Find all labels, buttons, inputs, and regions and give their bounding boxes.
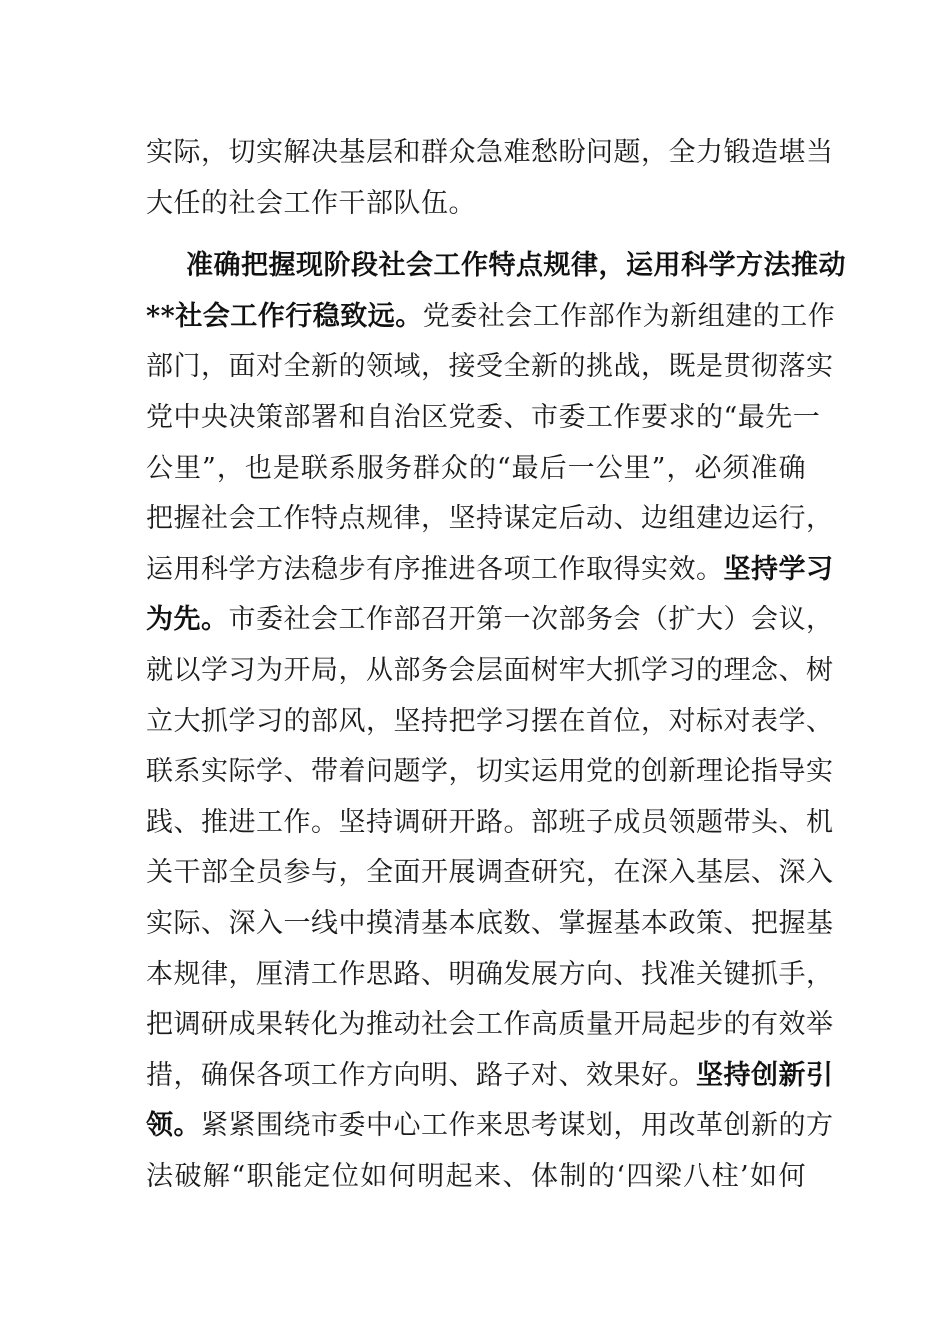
text-line: 公里”，也是联系服务群众的“最后一公里”，必须准确 [146,452,806,484]
subheading: 坚持创新引 [696,1059,834,1091]
text-line [146,241,846,292]
paragraph-heading: **社会工作行稳致远。 [146,300,423,332]
text-line: 部门，面对全新的领域，接受全新的挑战，既是贯彻落实 [146,351,834,383]
paragraph-1 [146,128,834,229]
text-line: 法破解“职能定位如何明起来、体制的‘四梁八柱’如何 [146,1160,806,1192]
text-run: 市委社会工作部召开第一次部务会（扩大）会议， [228,604,834,636]
text-line [146,1051,834,1102]
text-line: 把握社会工作特点规律，坚持谋定后动、边组建边运行， [146,503,834,535]
text-line [146,595,834,646]
text-run: 运用科学方法稳步有序推进各项工作取得实效。 [146,553,724,585]
text-line: 关干部全员参与，全面开展调查研究，在深入基层、深入 [146,857,834,889]
text-line: 实际、深入一线中摸清基本底数、掌握基本政策、把握基 [146,907,834,939]
text-line: 践、推进工作。坚持调研开路。部班子成员领题带头、机 [146,806,834,838]
subheading: 领。 [146,1110,201,1142]
text-line: 就以学习为开局，从部务会层面树牢大抓学习的理念、树 [146,654,834,686]
text-line: 实际，切实解决基层和群众急难愁盼问题，全力锻造堪当 [146,137,834,168]
document-body [146,128,846,1202]
text-line: 本规律，厘清工作思路、明确发展方向、找准关键抓手， [146,958,834,990]
text-line: 党中央决策部署和自治区党委、市委工作要求的“最先一 [146,401,821,433]
subheading: 为先。 [146,604,229,636]
text-line: 联系实际学、带着问题学，切实运用党的创新理论指导实 [146,756,834,788]
text-line [146,292,836,343]
text-line: 大任的社会工作干部队伍。 [146,187,476,219]
text-line: 把调研成果转化为推动社会工作高质量开局起步的有效举 [146,1009,834,1041]
text-run: 措，确保各项工作方向明、路子对、效果好。 [146,1059,696,1091]
text-line [146,545,834,596]
subheading: 坚持学习 [723,553,834,585]
text-run: 紧紧围绕市委中心工作来思考谋划，用改革创新的方 [201,1110,834,1142]
paragraph-2 [146,241,846,1202]
paragraph-gap [146,229,806,241]
text-run: 党委社会工作部作为新组建的工作 [422,300,836,332]
text-line [146,1101,834,1152]
paragraph-heading: 准确把握现阶段社会工作特点规律，运用科学方法推动 [186,250,846,282]
text-line: 立大抓学习的部风，坚持把学习摆在首位，对标对表学、 [146,705,834,737]
